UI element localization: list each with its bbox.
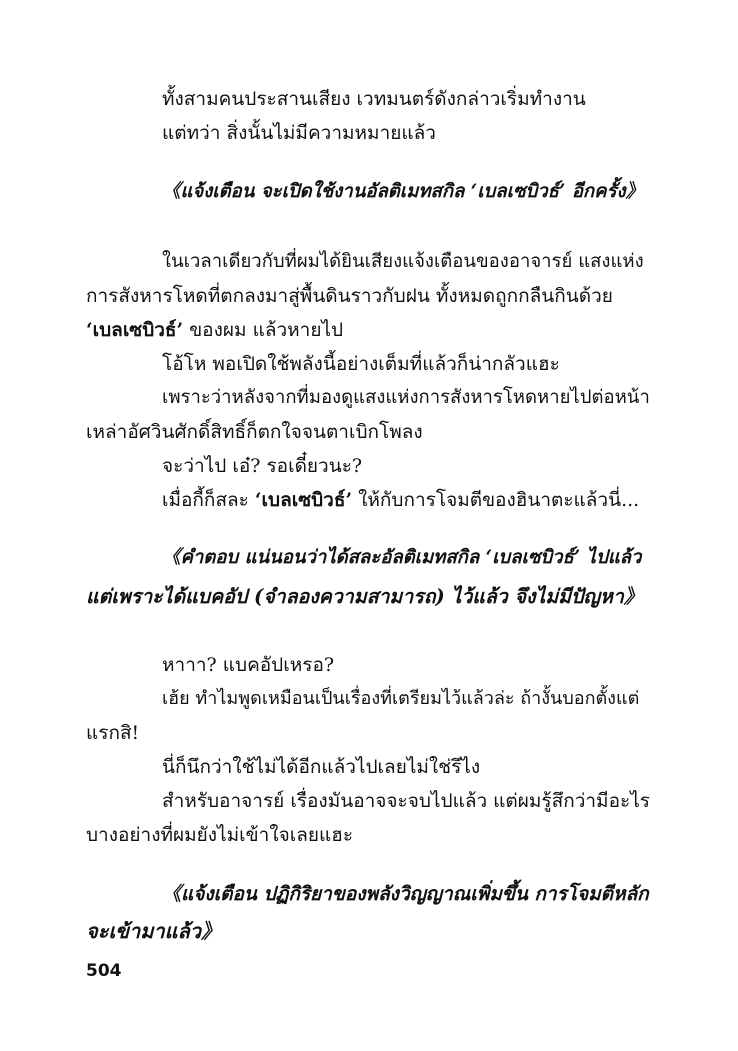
paragraph-line: สำหรับอาจารย์ เรื่องมันอาจจะจบไปแล้ว แต่ผมรู้สึกว่ามีอะไร	[162, 790, 650, 812]
paragraph-line: การสังหารโหดที่ตกลงมาสู่พื้นดินราวกับฝน ทั้งหมดถูกกลืนกินด้วย	[86, 285, 613, 307]
text-span: เมื่อกี้ก็สละ	[162, 489, 255, 511]
paragraph-line: โอ้โห พอเปิดใช้พลังนี้อย่างเต็มที่แล้วก็น่ากลัวแฮะ	[162, 353, 560, 375]
paragraph-line	[86, 317, 343, 343]
skill-name: ‘เบลเซบิวธ์’	[86, 319, 184, 341]
system-answer: แต่เพราะได้แบคอัป (จำลองความสามารถ) ไว้แล้ว จึงไม่มีปัญหา》	[86, 585, 644, 608]
paragraph-line: เหล่าอัศวินศักดิ์สิทธิ์ก็ตกใจจนตาเบิกโพลง	[86, 421, 423, 443]
paragraph-line: เพราะว่าหลังจากที่มองดูแสงแห่งการสังหารโหดหายไปต่อหน้า	[162, 387, 650, 408]
skill-name: ‘เบลเซบิวธ์’	[254, 489, 353, 511]
paragraph-line: แต่ทว่า สิ่งนั้นไม่มีความหมายแล้ว	[162, 122, 436, 144]
system-answer: 《คำตอบ แน่นอนว่าได้สละอัลติเมทสกิล ‘เบลเซบิวธ์’ ไปแล้ว	[162, 547, 642, 568]
system-notice: 《แจ้งเตือน จะเปิดใช้งานอัลติเมทสกิล ‘เบลเซบิวธ์’ อีกครั้ง》	[162, 181, 644, 202]
page-number: 504	[86, 961, 122, 981]
system-notice: จะเข้ามาแล้ว》	[86, 919, 221, 943]
paragraph-line: หาาา? แบคอัปเหรอ?	[162, 654, 335, 676]
paragraph-line: แรกสิ!	[86, 722, 140, 744]
text-span: ของผม แล้วหายไป	[183, 319, 344, 341]
paragraph-line: จะว่าไป เอ๋? รอเดี๋ยวนะ?	[162, 455, 363, 477]
paragraph-line: เฮ้ย ทำไมพูดเหมือนเป็นเรื่องที่เตรียมไว้แล้วล่ะ ถ้างั้นบอกตั้งแต่	[162, 688, 640, 709]
paragraph-line: ทั้งสามคนประสานเสียง เวทมนตร์ดังกล่าวเริ่มทำงาน	[162, 88, 586, 110]
text-span: ให้กับการโจมตีของฮินาตะแล้วนี่...	[352, 489, 640, 511]
paragraph-line: บางอย่างที่ผมยังไม่เข้าใจเลยแฮะ	[86, 824, 354, 846]
paragraph-line: ในเวลาเดียวกับที่ผมได้ยินเสียงแจ้งเตือนของอาจารย์ แสงแห่ง	[162, 251, 644, 272]
paragraph-line: นี่ก็นึกว่าใช้ไม่ได้อีกแล้วไปเลยไม่ใช่รึไง	[162, 756, 481, 778]
system-notice: 《แจ้งเตือน ปฏิกิริยาของพลังวิญญาณเพิ่มขึ้น การโจมตีหลัก	[162, 883, 649, 905]
paragraph-line	[162, 487, 639, 513]
